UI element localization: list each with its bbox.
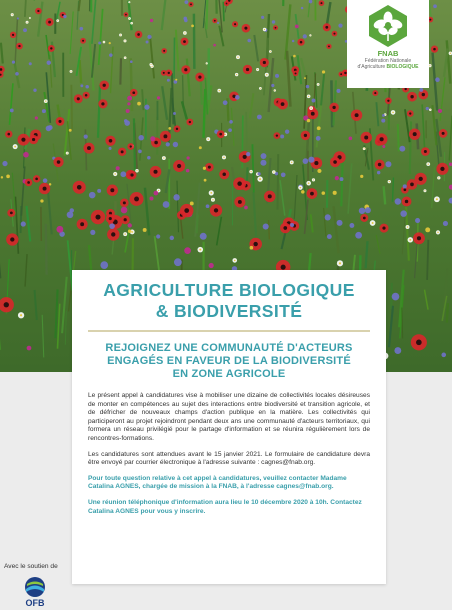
- deadline-paragraph: Les candidatures sont attendues avant le 15 janvier 2021. Le formulaire de candidature devra être envoyé par courrier électronique à l'adresse suivante : cagnes@fnab.org.: [88, 450, 370, 467]
- fnab-name-line2: [358, 64, 419, 70]
- title-line-1: AGRICULTURE BIOLOGIQUE: [103, 280, 355, 300]
- fnab-flower-icon: [366, 4, 410, 48]
- ofb-logo: [20, 576, 50, 610]
- meeting-paragraph: Une réunion téléphonique d'information aura lieu le 10 décembre 2020 à 10h. Contactez Catalina AGNES pour vous y inscrire.: [88, 498, 362, 515]
- ofb-emblem-icon: [24, 576, 46, 598]
- title-divider: [88, 330, 370, 332]
- fnab-logo: [347, 0, 429, 88]
- subtitle-line-3: EN ZONE AGRICOLE: [172, 368, 286, 380]
- intro-paragraph: Le présent appel à candidatures vise à mobiliser une dizaine de collectivités locales désireuses de monter en compétences au sujet des interactions entre biodiversité et transition agricole, et de défricher de nouveaux champs d'action publique en la matière. Les collectivités qui participeront au projet rejoindront pendant deux ans une communauté d'acteurs territoriaux, qui formera un réseau privilégié pour le partage d'information et se réunira régulièrement lors de rencontres-formations.: [88, 392, 370, 442]
- fnab-name-line2-prefix: d'Agriculture: [357, 64, 387, 70]
- subtitle-line-2: ENGAGÉS EN FAVEUR DE LA BIODIVERSITÉ: [107, 355, 351, 367]
- contact-paragraph: Pour toute question relative à cet appel à candidatures, veuillez contacter Madame Catalina AGNES, chargée de mission à la FNAB, à l'adresse cagnes@fnab.org.: [88, 474, 347, 491]
- ofb-logo-text: OFB: [25, 598, 45, 608]
- sponsor-label: Avec le soutien de: [4, 563, 58, 570]
- fnab-name-line1: Fédération Nationale: [364, 58, 412, 64]
- page-title: [88, 280, 370, 322]
- fnab-name-line2-highlight: BIOLOGIQUE: [386, 64, 419, 70]
- fnab-acronym: FNAB: [377, 49, 399, 58]
- subtitle: [88, 342, 370, 381]
- title-line-2: & BIODIVERSITÉ: [155, 301, 303, 321]
- announcement-card: [72, 270, 386, 584]
- subtitle-line-1: REJOIGNEZ UNE COMMUNAUTÉ D'ACTEURS: [105, 342, 353, 354]
